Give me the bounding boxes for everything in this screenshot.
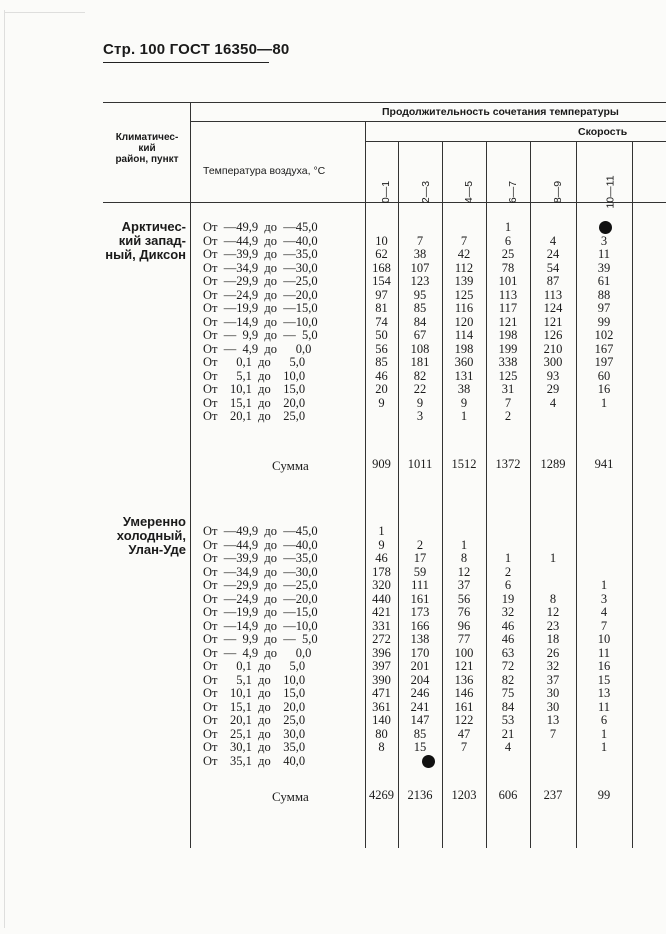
speed-col-label: 4—5	[463, 180, 476, 204]
table-cell: 124	[543, 301, 563, 315]
temperature-range: От —29,9 до —25,0	[203, 274, 318, 288]
temperature-range: От —34,9 до —30,0	[203, 260, 318, 275]
table-cell: 15	[413, 740, 427, 754]
table-cell: 360	[454, 355, 474, 369]
temperature-range: От 0,1 до 5,0	[203, 659, 306, 673]
temperature-range: От 25,1 до 30,0	[203, 726, 306, 741]
temperature-range: От 0,1 до 5,0	[203, 355, 306, 369]
table-cell: 20	[375, 382, 388, 396]
table-cell: 440	[372, 591, 391, 606]
table-cell: 161	[410, 591, 430, 606]
table-cell: 16	[597, 382, 611, 396]
table-cell: 87	[546, 274, 560, 288]
table-cell: 146	[454, 686, 474, 700]
table-cell: 161	[454, 699, 474, 714]
table-cell: 3	[416, 409, 424, 423]
table-cell: 112	[454, 260, 474, 275]
table-cell: 15	[597, 672, 611, 687]
table-cell: 16	[597, 659, 611, 673]
temperature-range: От —44,9 до —40,0	[203, 233, 318, 248]
temperature-range: От —34,9 до —30,0	[203, 564, 318, 579]
table-cell: 8	[378, 740, 385, 754]
table-cell: 1	[504, 220, 512, 234]
table-cell: 139	[454, 274, 474, 288]
table-cell: 31	[501, 382, 515, 396]
table-cell: 13	[546, 713, 560, 727]
column-divider	[190, 103, 191, 848]
temperature-range: От —24,9 до —20,0	[203, 591, 318, 606]
table-cell: 56	[375, 341, 388, 356]
temperature-range: От — 9,9 до — 5,0	[203, 632, 318, 646]
region-name: холодный,	[116, 528, 186, 543]
table-cell: 138	[410, 632, 430, 646]
table-cell: 37	[457, 578, 471, 592]
region-name: ный, Диксон	[105, 247, 186, 262]
table-cell: 81	[375, 301, 388, 315]
table-cell: 108	[410, 341, 430, 356]
table-cell: 101	[498, 274, 518, 288]
table-cell: 11	[597, 247, 611, 261]
table-cell: 210	[543, 341, 563, 356]
temperature-range: От 10,1 до 15,0	[203, 686, 306, 700]
temperature-range: От —19,9 до —15,0	[203, 301, 318, 315]
sum-cell: 2136	[407, 788, 433, 802]
table-cell: 88	[597, 287, 611, 302]
table-cell: 53	[501, 713, 515, 727]
table-cell: 1	[600, 578, 608, 592]
temperature-range: От 15,1 до 20,0	[203, 699, 306, 714]
table-cell: 32	[501, 605, 515, 619]
table-cell: 199	[498, 341, 518, 356]
column-divider	[632, 141, 633, 848]
table-cell: 30	[546, 686, 560, 700]
speed-col-label: 2—3	[420, 180, 433, 204]
table-cell: 8	[460, 551, 468, 565]
table-cell: 125	[498, 368, 518, 383]
table-cell: 60	[597, 368, 611, 383]
temperature-range: От — 4,9 до 0,0	[203, 341, 312, 356]
table-cell: 1	[460, 409, 468, 423]
table-cell: 12	[546, 605, 560, 619]
sum-cell: 1289	[540, 457, 566, 471]
table-cell: 56	[457, 591, 471, 606]
table-cell: 396	[372, 645, 391, 660]
table-cell: 85	[413, 301, 427, 315]
temperature-range: От —19,9 до —15,0	[203, 605, 318, 619]
table-cell: 4	[600, 605, 608, 619]
temperature-range: От —14,9 до —10,0	[203, 314, 318, 329]
table-cell: 76	[457, 605, 471, 619]
table-cell: 116	[454, 301, 474, 315]
table-cell: 96	[457, 618, 471, 633]
speed-header-rule	[365, 141, 666, 142]
table-cell: 125	[454, 287, 474, 302]
sum-cell: 1512	[451, 457, 477, 471]
table-cell: 46	[375, 551, 388, 565]
temperature-range: От 30,1 до 35,0	[203, 740, 306, 754]
table-cell: 113	[543, 287, 563, 302]
table-cell: 46	[501, 618, 515, 633]
table-cell: 131	[454, 368, 474, 383]
table-cell: 78	[501, 260, 515, 275]
table-cell: 201	[410, 659, 430, 673]
temperature-range: От 35,1 до 40,0	[203, 753, 306, 768]
table-cell: 6	[600, 713, 608, 727]
table-cell: 126	[543, 328, 563, 342]
table-cell: 2	[504, 409, 512, 423]
table-cell: 300	[543, 355, 563, 369]
table-cell: 9	[460, 395, 468, 410]
table-cell: 7	[460, 740, 468, 754]
sum-cell: 1203	[451, 788, 477, 802]
sum-cell: 4269	[369, 788, 394, 802]
sum-cell: 1372	[495, 457, 521, 471]
table-cell: 77	[457, 632, 471, 646]
table-cell: 39	[597, 260, 611, 275]
table-cell: 100	[454, 645, 474, 660]
table-cell: 59	[413, 564, 427, 579]
table-cell: 397	[372, 659, 391, 673]
table-cell: 38	[457, 382, 471, 396]
table-cell: 3	[600, 233, 608, 248]
table-cell: 54	[546, 260, 560, 275]
table-cell: 93	[546, 368, 560, 383]
climate-header	[108, 132, 186, 165]
region-name: Улан-Уде	[128, 542, 186, 557]
table-cell: 2	[416, 537, 424, 552]
page-header: Стр. 100 ГОСТ 16350—80	[103, 41, 290, 58]
table-cell: 1	[600, 740, 608, 754]
table-cell: 84	[501, 699, 515, 714]
table-cell: 121	[543, 314, 563, 329]
table-cell: 1	[549, 551, 557, 565]
table-cell: 74	[375, 314, 388, 329]
table-cell: 107	[410, 260, 430, 275]
temperature-range: От 20,1 до 25,0	[203, 713, 306, 727]
table-cell: 2	[504, 564, 512, 579]
table-cell: 8	[549, 591, 557, 606]
table-cell: 121	[454, 659, 474, 673]
table-cell: 21	[501, 726, 515, 741]
region-name: кий запад-	[118, 233, 186, 248]
speed-col-label: 10—11	[604, 175, 617, 209]
speed-header: Скорость	[578, 126, 628, 138]
table-cell: 9	[416, 395, 424, 410]
table-cell: 24	[546, 247, 560, 261]
table-cell: 173	[410, 605, 430, 619]
temperature-range: От —49,9 до —45,0	[203, 220, 318, 234]
climate-header-line: район, пункт	[115, 154, 179, 165]
table-cell: 471	[372, 686, 391, 700]
table-cell: 99	[597, 314, 611, 329]
table-cell: 7	[416, 233, 424, 248]
temperature-range: От 10,1 до 15,0	[203, 382, 306, 396]
table-cell: 30	[546, 699, 560, 714]
table-cell: 123	[410, 274, 430, 288]
table-cell: 32	[546, 659, 560, 673]
table-cell: 1	[600, 726, 608, 741]
table-cell: 4	[549, 395, 557, 410]
temperature-range: От —49,9 до —45,0	[203, 524, 318, 538]
table-cell: 72	[501, 659, 515, 673]
sum-cell: 941	[594, 457, 614, 471]
table-cell: 6	[504, 233, 512, 248]
sum-cell: 237	[543, 788, 563, 802]
table-cell: 117	[498, 301, 518, 315]
table-cell: 1	[504, 551, 512, 565]
table-cell: 166	[410, 618, 430, 633]
table-cell: 26	[546, 645, 560, 660]
speed-col-label: 8—9	[552, 180, 565, 204]
table-cell: 3	[600, 591, 608, 606]
table-cell: 7	[504, 395, 512, 410]
table-cell: 22	[413, 382, 427, 396]
table-cell: 11	[597, 699, 611, 714]
table-cell: 63	[501, 645, 515, 660]
table-cell: 331	[372, 618, 391, 633]
temperature-range: От —39,9 до —35,0	[203, 247, 318, 261]
table-cell: 320	[372, 578, 391, 592]
table-cell: 1	[600, 395, 608, 410]
table-cell: 42	[457, 247, 471, 261]
table-cell: 1	[378, 524, 385, 538]
table-cell: 113	[498, 287, 518, 302]
duration-header: Продолжительность сочетания температуры	[382, 106, 619, 118]
table-cell: 178	[372, 564, 391, 579]
table-cell: 80	[375, 726, 388, 741]
table-cell: 46	[375, 368, 388, 383]
speed-col-label: 6—7	[507, 180, 520, 204]
table-cell: 9	[378, 537, 385, 552]
temperature-range: От 5,1 до 10,0	[203, 672, 306, 687]
table-cell: 38	[413, 247, 427, 261]
table-cell: 338	[498, 355, 518, 369]
table-cell: 102	[594, 328, 614, 342]
ink-blot	[599, 221, 612, 234]
temperature-range: От 5,1 до 10,0	[203, 368, 306, 383]
table-cell: 4	[504, 740, 512, 754]
table-cell: 11	[597, 645, 611, 660]
region-name: Арктичес-	[121, 219, 186, 234]
sum-label: Сумма	[272, 458, 309, 473]
table-cell: 4	[549, 233, 557, 248]
sum-cell: 909	[372, 457, 391, 471]
table-cell: 361	[372, 699, 391, 714]
table-cell: 75	[501, 686, 515, 700]
table-cell: 7	[549, 726, 557, 741]
table-cell: 140	[372, 713, 391, 727]
temperature-range: От —44,9 до —40,0	[203, 537, 318, 552]
table-cell: 204	[410, 672, 430, 687]
temperature-range: От —29,9 до —25,0	[203, 578, 318, 592]
temperature-range: От 15,1 до 20,0	[203, 395, 306, 410]
table-cell: 168	[372, 260, 391, 275]
table-cell: 154	[372, 274, 391, 288]
temperature-range: От —39,9 до —35,0	[203, 551, 318, 565]
table-cell: 7	[460, 233, 468, 248]
table-cell: 122	[454, 713, 474, 727]
table-cell: 197	[594, 355, 614, 369]
table-cell: 246	[410, 686, 430, 700]
table-cell: 198	[498, 328, 518, 342]
table-cell: 147	[410, 713, 430, 727]
table-cell: 97	[375, 287, 388, 302]
climate-header-line: Климатичес-	[115, 132, 179, 143]
table-cell: 170	[410, 645, 430, 660]
table-cell: 18	[546, 632, 560, 646]
ink-blot	[422, 755, 435, 768]
temperature-range: От 20,1 до 25,0	[203, 409, 306, 423]
air-temp-header: Температура воздуха, °С	[203, 165, 326, 177]
table-cell: 25	[501, 247, 515, 261]
region-name: Умеренно	[122, 514, 186, 529]
table-cell: 167	[594, 341, 614, 356]
table-cell: 10	[375, 233, 388, 248]
table-cell: 136	[454, 672, 474, 687]
table-cell: 17	[413, 551, 427, 565]
table-cell: 114	[454, 328, 474, 342]
table-cell: 29	[546, 382, 560, 396]
table-cell: 10	[597, 632, 611, 646]
sum-cell: 99	[597, 788, 611, 802]
scan-edge	[5, 12, 85, 13]
table-cell: 84	[413, 314, 427, 329]
table-cell: 272	[372, 632, 391, 646]
table-cell: 82	[501, 672, 515, 687]
speed-col-label: 0—1	[380, 180, 393, 204]
table-cell: 95	[413, 287, 427, 302]
table-cell: 198	[454, 341, 474, 356]
temperature-range: От —14,9 до —10,0	[203, 618, 318, 633]
sum-label: Сумма	[272, 789, 309, 804]
sum-cell: 1011	[407, 457, 433, 471]
sum-cell: 606	[498, 788, 518, 802]
table-cell: 19	[501, 591, 515, 606]
table-cell: 50	[375, 328, 388, 342]
table-cell: 23	[546, 618, 560, 633]
table-cell: 241	[410, 699, 430, 714]
table-cell: 13	[597, 686, 611, 700]
temperature-range: От — 4,9 до 0,0	[203, 645, 312, 660]
table-cell: 12	[457, 564, 471, 579]
table-cell: 85	[375, 355, 388, 369]
table-cell: 1	[460, 537, 468, 552]
table-cell: 9	[378, 395, 385, 410]
table-cell: 82	[413, 368, 427, 383]
table-cell: 6	[504, 578, 512, 592]
table-cell: 111	[411, 578, 429, 592]
duration-header-rule	[190, 121, 666, 122]
header-rule	[103, 62, 269, 63]
table-cell: 47	[457, 726, 471, 741]
table-cell: 97	[597, 301, 611, 315]
table-cell: 85	[413, 726, 427, 741]
table-cell: 37	[546, 672, 560, 687]
table-cell: 181	[410, 355, 430, 369]
table-cell: 61	[597, 274, 611, 288]
scan-edge	[4, 10, 5, 928]
table-cell: 390	[372, 672, 391, 687]
table-cell: 7	[600, 618, 608, 633]
temperature-range: От — 9,9 до — 5,0	[203, 328, 318, 342]
table-cell: 121	[498, 314, 518, 329]
table-cell: 421	[372, 605, 391, 619]
temperature-range: От —24,9 до —20,0	[203, 287, 318, 302]
table-cell: 62	[375, 247, 388, 261]
table-cell: 120	[454, 314, 474, 329]
table-top-rule	[103, 102, 666, 103]
table-cell: 67	[413, 328, 427, 342]
climate-header-line: кий	[138, 143, 156, 154]
table-cell: 46	[501, 632, 515, 646]
